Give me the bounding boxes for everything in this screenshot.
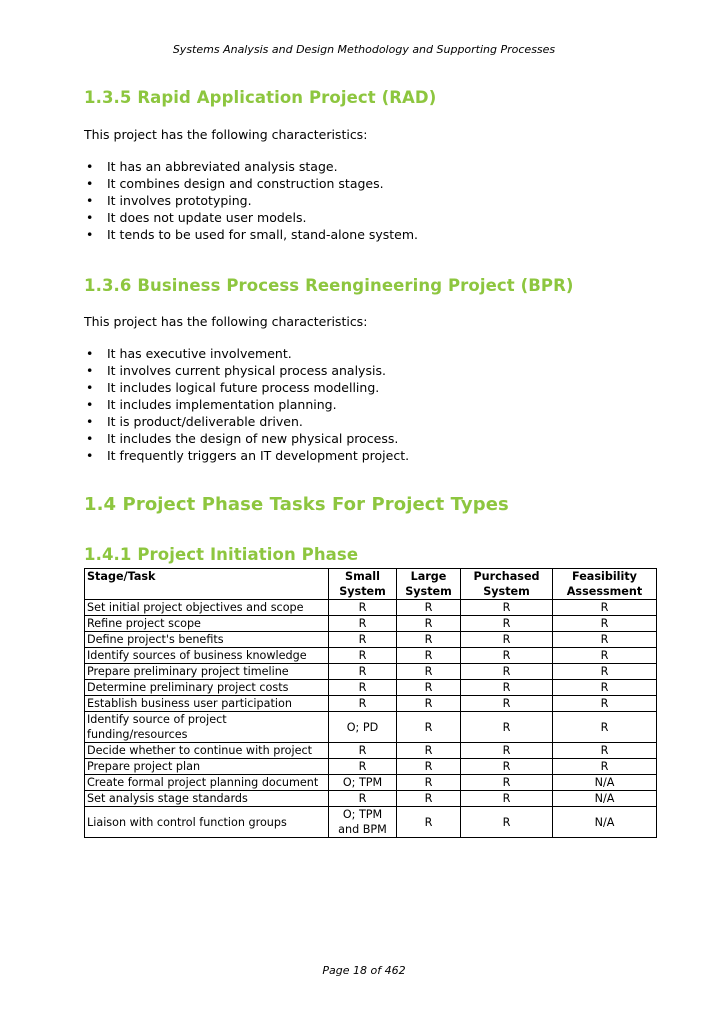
table-cell: R	[397, 632, 461, 648]
table-cell: R	[553, 664, 657, 680]
bullet-icon: •	[86, 176, 94, 191]
table-header-cell: Purchased System	[461, 569, 553, 600]
table-cell: R	[553, 759, 657, 775]
running-header: Systems Analysis and Design Methodology and Supporting Processes	[172, 43, 556, 56]
table-cell: N/A	[553, 791, 657, 807]
table-cell: Prepare preliminary project timeline	[85, 664, 329, 680]
table-cell: R	[329, 648, 397, 664]
table-row	[85, 712, 657, 743]
table-cell: R	[329, 791, 397, 807]
list-item: • It includes the design of new physical process.	[86, 431, 399, 446]
bullet-icon: •	[86, 363, 94, 378]
table-row	[85, 759, 657, 775]
table-cell: O; TPM	[329, 775, 397, 791]
page-number: Page 18 of 462	[322, 964, 406, 977]
section-heading-initiation: 1.4.1 Project Initiation Phase	[84, 545, 359, 564]
table-cell: R	[553, 616, 657, 632]
section-heading-rad: 1.3.5 Rapid Application Project (RAD)	[84, 88, 437, 107]
section-intro-rad: This project has the following characteristics:	[84, 127, 368, 142]
table-cell: R	[553, 600, 657, 616]
initiation-phase-table	[84, 568, 657, 838]
list-item: • It has an abbreviated analysis stage.	[86, 159, 338, 174]
table-cell: R	[553, 743, 657, 759]
table-cell: R	[553, 696, 657, 712]
section-intro-bpr: This project has the following characteristics:	[84, 314, 368, 329]
table-cell: R	[553, 648, 657, 664]
table-cell: R	[397, 712, 461, 743]
table-cell: R	[397, 648, 461, 664]
table-cell: R	[397, 775, 461, 791]
table-cell: R	[461, 616, 553, 632]
list-item: • It tends to be used for small, stand-alone system.	[86, 227, 419, 242]
table-cell: Set initial project objectives and scope	[85, 600, 329, 616]
table-cell: R	[397, 696, 461, 712]
page-content	[84, 88, 659, 838]
table-cell: Liaison with control function groups	[85, 807, 329, 838]
table-row	[85, 807, 657, 838]
table-cell: R	[461, 743, 553, 759]
table-cell: R	[461, 680, 553, 696]
table-row	[85, 632, 657, 648]
table-cell: R	[397, 791, 461, 807]
table-cell: R	[329, 616, 397, 632]
table-cell: R	[553, 680, 657, 696]
bullet-icon: •	[86, 380, 94, 395]
bullet-icon: •	[86, 431, 94, 446]
table-cell: R	[329, 759, 397, 775]
table-cell: R	[461, 696, 553, 712]
table-cell: R	[397, 759, 461, 775]
table-row	[85, 648, 657, 664]
table-cell: R	[397, 664, 461, 680]
table-row	[85, 616, 657, 632]
table-cell: N/A	[553, 775, 657, 791]
table-cell: R	[329, 696, 397, 712]
bullet-icon: •	[86, 210, 94, 225]
table-cell: Establish business user participation	[85, 696, 329, 712]
table-cell: R	[461, 664, 553, 680]
list-item: • It involves current physical process analysis.	[86, 363, 386, 378]
table-row	[85, 696, 657, 712]
table-cell: R	[461, 759, 553, 775]
bullet-icon: •	[86, 346, 94, 361]
table-cell: Refine project scope	[85, 616, 329, 632]
bullet-icon: •	[86, 414, 94, 429]
list-item: • It is product/deliverable driven.	[86, 414, 303, 429]
table-cell: R	[461, 648, 553, 664]
table-cell: R	[329, 664, 397, 680]
table-header-cell: Stage/Task	[85, 569, 329, 600]
table-cell: Set analysis stage standards	[85, 791, 329, 807]
bullet-icon: •	[86, 448, 94, 463]
table-cell: Create formal project planning document	[85, 775, 329, 791]
list-item: • It involves prototyping.	[86, 193, 252, 208]
section-heading-phase-tasks: 1.4 Project Phase Tasks For Project Types	[84, 494, 509, 515]
bullet-icon: •	[86, 193, 94, 208]
table-cell: R	[397, 743, 461, 759]
list-item: • It has executive involvement.	[86, 346, 292, 361]
table-row	[85, 791, 657, 807]
bullet-list-bpr	[84, 345, 659, 464]
list-item: • It combines design and construction stages.	[86, 176, 384, 191]
section-heading-bpr: 1.3.6 Business Process Reengineering Project (BPR)	[84, 276, 574, 295]
table-row	[85, 743, 657, 759]
table-cell: R	[397, 600, 461, 616]
bullet-icon: •	[86, 397, 94, 412]
table-cell: R	[461, 791, 553, 807]
table-cell: R	[329, 680, 397, 696]
table-header-cell: Large System	[397, 569, 461, 600]
table-header-row	[85, 569, 657, 600]
list-item: • It includes logical future process modelling.	[86, 380, 380, 395]
table-header-cell: Small System	[329, 569, 397, 600]
table-row	[85, 664, 657, 680]
list-item: • It frequently triggers an IT development project.	[86, 448, 410, 463]
table-cell: R	[329, 600, 397, 616]
table-cell: Define project's benefits	[85, 632, 329, 648]
table-cell: R	[461, 712, 553, 743]
table-row	[85, 600, 657, 616]
table-cell: R	[397, 807, 461, 838]
table-cell: Identify sources of business knowledge	[85, 648, 329, 664]
table-cell: O; TPM and BPM	[329, 807, 397, 838]
bullet-icon: •	[86, 159, 94, 174]
table-cell: R	[397, 680, 461, 696]
table-cell: R	[553, 712, 657, 743]
table-cell: R	[461, 600, 553, 616]
list-item: • It includes implementation planning.	[86, 397, 337, 412]
table-row	[85, 775, 657, 791]
table-cell: R	[461, 775, 553, 791]
table-cell: Determine preliminary project costs	[85, 680, 329, 696]
bullet-list-rad	[84, 158, 659, 243]
bullet-icon: •	[86, 227, 94, 242]
list-item: • It does not update user models.	[86, 210, 307, 225]
table-cell: Prepare project plan	[85, 759, 329, 775]
table-cell: R	[397, 616, 461, 632]
table-cell: R	[553, 632, 657, 648]
table-row	[85, 680, 657, 696]
table-cell: O; PD	[329, 712, 397, 743]
table-cell: R	[329, 743, 397, 759]
table-cell: R	[329, 632, 397, 648]
table-header-cell: Feasibility Assessment	[553, 569, 657, 600]
table-cell: R	[461, 632, 553, 648]
table-cell: N/A	[553, 807, 657, 838]
table-cell: Decide whether to continue with project	[85, 743, 329, 759]
table-cell: Identify source of project funding/resources	[85, 712, 329, 743]
table-cell: R	[461, 807, 553, 838]
